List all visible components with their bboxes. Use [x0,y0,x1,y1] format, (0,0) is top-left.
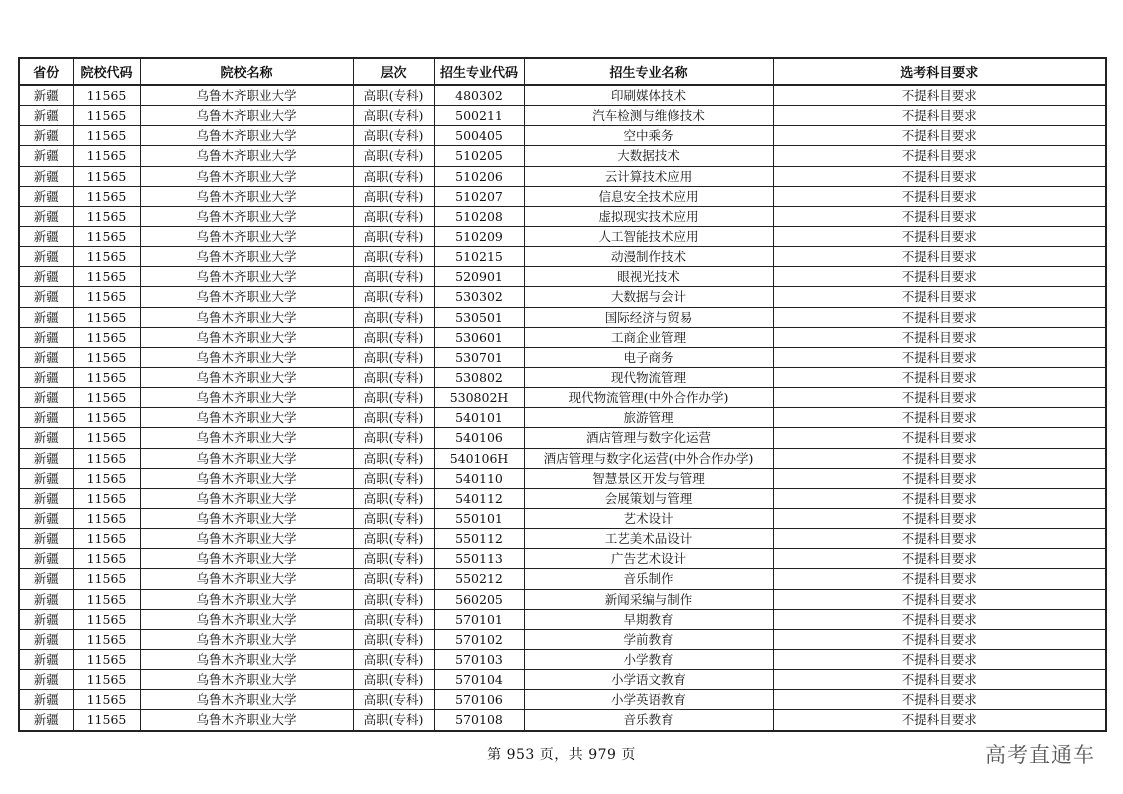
cell-major-code: 510207 [434,186,524,206]
cell-school-name: 乌鲁木齐职业大学 [140,549,353,569]
cell-major-name: 新闻采编与制作 [524,589,773,609]
cell-province: 新疆 [19,388,73,408]
cell-province: 新疆 [19,247,73,267]
cell-school-code: 11565 [73,408,140,428]
cell-level: 高职(专科) [353,529,434,549]
cell-school-name: 乌鲁木齐职业大学 [140,226,353,246]
cell-subject-requirement: 不提科目要求 [773,629,1106,649]
cell-level: 高职(专科) [353,85,434,106]
cell-major-name: 汽车检测与维修技术 [524,106,773,126]
cell-province: 新疆 [19,589,73,609]
table-row [19,226,1106,246]
cell-level: 高职(专科) [353,649,434,669]
cell-major-code: 550101 [434,508,524,528]
cell-major-name: 酒店管理与数字化运营(中外合作办学) [524,448,773,468]
cell-subject-requirement: 不提科目要求 [773,428,1106,448]
cell-school-code: 11565 [73,670,140,690]
cell-school-name: 乌鲁木齐职业大学 [140,609,353,629]
cell-province: 新疆 [19,367,73,387]
cell-province: 新疆 [19,569,73,589]
cell-school-code: 11565 [73,106,140,126]
cell-subject-requirement: 不提科目要求 [773,226,1106,246]
cell-level: 高职(专科) [353,267,434,287]
cell-major-code: 500405 [434,126,524,146]
cell-major-code: 540110 [434,468,524,488]
table-body [19,85,1106,731]
table-header-row [19,58,1106,85]
cell-school-code: 11565 [73,247,140,267]
table-row [19,468,1106,488]
cell-school-code: 11565 [73,206,140,226]
cell-major-code: 530802H [434,388,524,408]
cell-major-code: 520901 [434,267,524,287]
cell-subject-requirement: 不提科目要求 [773,508,1106,528]
cell-school-code: 11565 [73,327,140,347]
cell-level: 高职(专科) [353,146,434,166]
table-row [19,529,1106,549]
cell-subject-requirement: 不提科目要求 [773,347,1106,367]
cell-school-code: 11565 [73,468,140,488]
cell-subject-requirement: 不提科目要求 [773,448,1106,468]
cell-level: 高职(专科) [353,347,434,367]
cell-school-name: 乌鲁木齐职业大学 [140,126,353,146]
cell-subject-requirement: 不提科目要求 [773,287,1106,307]
cell-major-name: 空中乘务 [524,126,773,146]
cell-major-name: 现代物流管理 [524,367,773,387]
cell-province: 新疆 [19,126,73,146]
cell-subject-requirement: 不提科目要求 [773,327,1106,347]
cell-province: 新疆 [19,206,73,226]
cell-level: 高职(专科) [353,710,434,731]
cell-subject-requirement: 不提科目要求 [773,388,1106,408]
cell-major-name: 现代物流管理(中外合作办学) [524,388,773,408]
cell-subject-requirement: 不提科目要求 [773,206,1106,226]
cell-major-name: 小学英语教育 [524,690,773,710]
cell-school-name: 乌鲁木齐职业大学 [140,710,353,731]
table-row [19,267,1106,287]
cell-level: 高职(专科) [353,589,434,609]
cell-school-code: 11565 [73,488,140,508]
cell-school-code: 11565 [73,126,140,146]
cell-level: 高职(专科) [353,468,434,488]
cell-subject-requirement: 不提科目要求 [773,367,1106,387]
cell-major-code: 570104 [434,670,524,690]
cell-school-name: 乌鲁木齐职业大学 [140,629,353,649]
table-row [19,710,1106,731]
table-row [19,589,1106,609]
cell-school-name: 乌鲁木齐职业大学 [140,267,353,287]
cell-major-code: 560205 [434,589,524,609]
cell-school-code: 11565 [73,428,140,448]
cell-province: 新疆 [19,287,73,307]
cell-school-code: 11565 [73,508,140,528]
cell-major-code: 510205 [434,146,524,166]
cell-major-code: 510208 [434,206,524,226]
cell-major-name: 广告艺术设计 [524,549,773,569]
cell-level: 高职(专科) [353,247,434,267]
cell-major-name: 电子商务 [524,347,773,367]
cell-school-name: 乌鲁木齐职业大学 [140,327,353,347]
cell-major-code: 500211 [434,106,524,126]
cell-level: 高职(专科) [353,186,434,206]
cell-level: 高职(专科) [353,549,434,569]
cell-subject-requirement: 不提科目要求 [773,710,1106,731]
table-row [19,609,1106,629]
cell-major-code: 570103 [434,649,524,669]
cell-province: 新疆 [19,629,73,649]
cell-subject-requirement: 不提科目要求 [773,468,1106,488]
cell-school-code: 11565 [73,690,140,710]
cell-level: 高职(专科) [353,609,434,629]
cell-school-name: 乌鲁木齐职业大学 [140,428,353,448]
table-row [19,247,1106,267]
cell-major-name: 艺术设计 [524,508,773,528]
cell-level: 高职(专科) [353,448,434,468]
cell-school-name: 乌鲁木齐职业大学 [140,508,353,528]
cell-school-code: 11565 [73,529,140,549]
cell-subject-requirement: 不提科目要求 [773,106,1106,126]
header-major-name: 招生专业名称 [524,58,773,85]
header-subject-requirement: 选考科目要求 [773,58,1106,85]
page-number: 第 953 页，共 979 页 [487,747,636,763]
table-row [19,649,1106,669]
cell-province: 新疆 [19,186,73,206]
cell-major-name: 人工智能技术应用 [524,226,773,246]
table-row [19,388,1106,408]
table-row [19,327,1106,347]
cell-school-code: 11565 [73,448,140,468]
cell-level: 高职(专科) [353,388,434,408]
cell-level: 高职(专科) [353,307,434,327]
cell-major-code: 510215 [434,247,524,267]
cell-major-name: 小学教育 [524,649,773,669]
cell-level: 高职(专科) [353,126,434,146]
cell-subject-requirement: 不提科目要求 [773,488,1106,508]
cell-major-name: 印刷媒体技术 [524,85,773,106]
cell-subject-requirement: 不提科目要求 [773,267,1106,287]
cell-province: 新疆 [19,408,73,428]
cell-major-name: 大数据与会计 [524,287,773,307]
cell-province: 新疆 [19,85,73,106]
cell-school-name: 乌鲁木齐职业大学 [140,307,353,327]
cell-level: 高职(专科) [353,367,434,387]
cell-province: 新疆 [19,508,73,528]
cell-level: 高职(专科) [353,226,434,246]
cell-major-code: 530501 [434,307,524,327]
cell-major-code: 530701 [434,347,524,367]
cell-school-code: 11565 [73,569,140,589]
cell-school-name: 乌鲁木齐职业大学 [140,488,353,508]
cell-school-code: 11565 [73,609,140,629]
cell-level: 高职(专科) [353,508,434,528]
cell-province: 新疆 [19,166,73,186]
cell-school-name: 乌鲁木齐职业大学 [140,408,353,428]
cell-school-code: 11565 [73,186,140,206]
cell-subject-requirement: 不提科目要求 [773,690,1106,710]
table-row [19,508,1106,528]
table-row [19,448,1106,468]
cell-subject-requirement: 不提科目要求 [773,247,1106,267]
cell-school-code: 11565 [73,589,140,609]
cell-province: 新疆 [19,428,73,448]
cell-major-name: 酒店管理与数字化运营 [524,428,773,448]
cell-province: 新疆 [19,226,73,246]
cell-level: 高职(专科) [353,327,434,347]
cell-province: 新疆 [19,327,73,347]
table-row [19,690,1106,710]
cell-school-name: 乌鲁木齐职业大学 [140,206,353,226]
cell-school-code: 11565 [73,367,140,387]
cell-major-name: 旅游管理 [524,408,773,428]
table-row [19,287,1106,307]
header-school-name: 院校名称 [140,58,353,85]
cell-school-name: 乌鲁木齐职业大学 [140,186,353,206]
cell-subject-requirement: 不提科目要求 [773,549,1106,569]
cell-province: 新疆 [19,690,73,710]
cell-province: 新疆 [19,649,73,669]
table-row [19,347,1106,367]
cell-province: 新疆 [19,549,73,569]
table-row [19,85,1106,106]
cell-subject-requirement: 不提科目要求 [773,589,1106,609]
cell-province: 新疆 [19,670,73,690]
cell-school-name: 乌鲁木齐职业大学 [140,529,353,549]
cell-school-name: 乌鲁木齐职业大学 [140,448,353,468]
cell-major-name: 云计算技术应用 [524,166,773,186]
cell-level: 高职(专科) [353,206,434,226]
cell-province: 新疆 [19,468,73,488]
cell-major-code: 530601 [434,327,524,347]
table-row [19,166,1106,186]
cell-major-code: 570108 [434,710,524,731]
cell-subject-requirement: 不提科目要求 [773,569,1106,589]
cell-school-name: 乌鲁木齐职业大学 [140,388,353,408]
cell-subject-requirement: 不提科目要求 [773,609,1106,629]
cell-major-code: 540106 [434,428,524,448]
cell-school-code: 11565 [73,549,140,569]
header-province: 省份 [19,58,73,85]
cell-province: 新疆 [19,267,73,287]
cell-major-name: 音乐教育 [524,710,773,731]
cell-school-name: 乌鲁木齐职业大学 [140,146,353,166]
cell-subject-requirement: 不提科目要求 [773,146,1106,166]
cell-subject-requirement: 不提科目要求 [773,85,1106,106]
table-row [19,488,1106,508]
cell-school-name: 乌鲁木齐职业大学 [140,106,353,126]
cell-school-code: 11565 [73,307,140,327]
cell-school-code: 11565 [73,629,140,649]
cell-school-name: 乌鲁木齐职业大学 [140,690,353,710]
cell-school-code: 11565 [73,166,140,186]
cell-school-name: 乌鲁木齐职业大学 [140,589,353,609]
cell-school-name: 乌鲁木齐职业大学 [140,367,353,387]
cell-level: 高职(专科) [353,106,434,126]
cell-school-name: 乌鲁木齐职业大学 [140,85,353,106]
cell-major-name: 工艺美术品设计 [524,529,773,549]
cell-level: 高职(专科) [353,428,434,448]
cell-level: 高职(专科) [353,166,434,186]
table-row [19,206,1106,226]
cell-school-code: 11565 [73,287,140,307]
table-row [19,569,1106,589]
cell-level: 高职(专科) [353,569,434,589]
cell-school-code: 11565 [73,347,140,367]
cell-school-code: 11565 [73,146,140,166]
cell-school-code: 11565 [73,226,140,246]
cell-province: 新疆 [19,710,73,731]
table-row [19,549,1106,569]
cell-school-name: 乌鲁木齐职业大学 [140,670,353,690]
cell-school-code: 11565 [73,388,140,408]
cell-province: 新疆 [19,106,73,126]
cell-level: 高职(专科) [353,629,434,649]
cell-major-code: 510206 [434,166,524,186]
cell-school-name: 乌鲁木齐职业大学 [140,569,353,589]
table-row [19,106,1106,126]
cell-major-name: 早期教育 [524,609,773,629]
cell-level: 高职(专科) [353,287,434,307]
cell-school-name: 乌鲁木齐职业大学 [140,468,353,488]
cell-province: 新疆 [19,448,73,468]
header-school-code: 院校代码 [73,58,140,85]
cell-level: 高职(专科) [353,670,434,690]
cell-major-code: 540106H [434,448,524,468]
table-row [19,629,1106,649]
cell-major-name: 音乐制作 [524,569,773,589]
table-row [19,367,1106,387]
cell-major-code: 540101 [434,408,524,428]
table-row [19,186,1106,206]
table-row [19,670,1106,690]
cell-major-name: 信息安全技术应用 [524,186,773,206]
cell-subject-requirement: 不提科目要求 [773,126,1106,146]
cell-school-name: 乌鲁木齐职业大学 [140,347,353,367]
cell-major-code: 530302 [434,287,524,307]
cell-province: 新疆 [19,347,73,367]
admissions-table-container [18,57,1105,732]
header-level: 层次 [353,58,434,85]
cell-school-name: 乌鲁木齐职业大学 [140,166,353,186]
cell-major-code: 570106 [434,690,524,710]
cell-school-code: 11565 [73,85,140,106]
cell-province: 新疆 [19,146,73,166]
cell-level: 高职(专科) [353,488,434,508]
cell-province: 新疆 [19,529,73,549]
cell-level: 高职(专科) [353,408,434,428]
cell-subject-requirement: 不提科目要求 [773,649,1106,669]
cell-major-name: 工商企业管理 [524,327,773,347]
table-row [19,428,1106,448]
table-row [19,146,1106,166]
cell-subject-requirement: 不提科目要求 [773,186,1106,206]
cell-school-code: 11565 [73,649,140,669]
cell-major-code: 570101 [434,609,524,629]
cell-province: 新疆 [19,488,73,508]
cell-school-code: 11565 [73,267,140,287]
cell-province: 新疆 [19,307,73,327]
cell-major-name: 国际经济与贸易 [524,307,773,327]
cell-major-name: 学前教育 [524,629,773,649]
watermark: 高考直通车 [985,743,1095,767]
cell-major-name: 智慧景区开发与管理 [524,468,773,488]
cell-major-name: 小学语文教育 [524,670,773,690]
table-row [19,408,1106,428]
cell-major-name: 虚拟现实技术应用 [524,206,773,226]
cell-level: 高职(专科) [353,690,434,710]
cell-major-name: 眼视光技术 [524,267,773,287]
cell-major-code: 510209 [434,226,524,246]
cell-major-name: 会展策划与管理 [524,488,773,508]
cell-school-name: 乌鲁木齐职业大学 [140,247,353,267]
cell-subject-requirement: 不提科目要求 [773,307,1106,327]
cell-major-code: 530802 [434,367,524,387]
table-row [19,126,1106,146]
cell-major-code: 550113 [434,549,524,569]
cell-major-code: 550112 [434,529,524,549]
header-major-code: 招生专业代码 [434,58,524,85]
cell-school-code: 11565 [73,710,140,731]
cell-subject-requirement: 不提科目要求 [773,408,1106,428]
cell-major-code: 550212 [434,569,524,589]
cell-major-code: 540112 [434,488,524,508]
table-row [19,307,1106,327]
cell-major-name: 大数据技术 [524,146,773,166]
cell-subject-requirement: 不提科目要求 [773,670,1106,690]
cell-major-code: 480302 [434,85,524,106]
cell-province: 新疆 [19,609,73,629]
cell-subject-requirement: 不提科目要求 [773,529,1106,549]
cell-school-name: 乌鲁木齐职业大学 [140,649,353,669]
cell-major-name: 动漫制作技术 [524,247,773,267]
cell-subject-requirement: 不提科目要求 [773,166,1106,186]
cell-major-code: 570102 [434,629,524,649]
admissions-table [18,57,1107,732]
cell-school-name: 乌鲁木齐职业大学 [140,287,353,307]
